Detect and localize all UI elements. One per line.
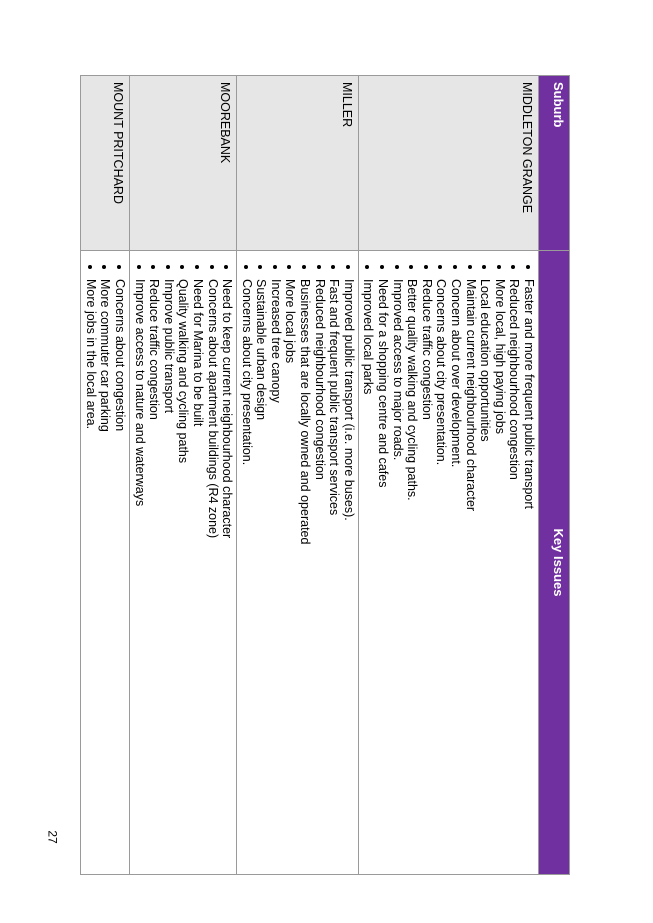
issues-cell-mount-pritchard [81, 251, 130, 875]
key-issues-column-header: Key Issues [539, 251, 570, 875]
table-header-row [539, 76, 570, 875]
list-item: • Need to keep current neighbourhood character [220, 279, 235, 868]
suburb-cell-miller: MILLER [237, 76, 359, 251]
list-item: • Faster and more frequent public transport [521, 279, 536, 868]
table-row [81, 76, 130, 875]
list-item: • Better quality walking and cycling paths. [405, 279, 420, 868]
list-item: • Concerns about congestion [112, 279, 127, 868]
list-item: • Improved access to major roads. [390, 279, 405, 868]
page-number: 27 [45, 830, 60, 844]
list-item: • Need for a shopping centre and cafes [375, 279, 390, 868]
list-item: • Improved public transport (i.e. more buses). [341, 279, 356, 868]
suburb-cell-moorebank: MOOREBANK [129, 76, 236, 251]
list-item: • Improved local parks [361, 279, 376, 868]
list-item: • Quality walking and cycling paths [176, 279, 191, 868]
issues-cell-moorebank [129, 251, 236, 875]
list-item: • Fast and frequent public transport services [327, 279, 342, 868]
issues-list [239, 257, 356, 868]
issues-cell-middleton-grange [358, 251, 538, 875]
table-row [129, 76, 236, 875]
list-item: • Increased tree canopy [268, 279, 283, 868]
list-item: • Improve access to nature and waterways [132, 279, 147, 868]
rotated-page-content [85, 75, 570, 875]
issues-cell-miller [237, 251, 359, 875]
list-item: • Reduced neighbourhood congestion [312, 279, 327, 868]
suburb-cell-middleton-grange: MIDDLETON GRANGE [358, 76, 538, 251]
list-item: • Local education opportunities [478, 279, 493, 868]
list-item: • Reduce traffic congestion [419, 279, 434, 868]
issues-list [361, 257, 536, 868]
list-item: • Maintain current neighbourhood character [463, 279, 478, 868]
suburb-issues-table [80, 75, 570, 875]
table-row [237, 76, 359, 875]
list-item: • Sustainable urban design [254, 279, 269, 868]
list-item: • Businesses that are locally owned and operated [298, 279, 313, 868]
list-item: • Concern about over development. [448, 279, 463, 868]
issues-list [132, 257, 234, 868]
list-item: • Reduce traffic congestion [147, 279, 162, 868]
issues-list [83, 257, 127, 868]
list-item: • Need for Marina to be built [190, 279, 205, 868]
list-item: • Concerns about apartment buildings (R4 zone) [205, 279, 220, 868]
suburb-column-header: Suburb [539, 76, 570, 251]
list-item: • Reduced neighbourhood congestion [507, 279, 522, 868]
list-item: • Concerns about city presentation. [434, 279, 449, 868]
list-item: • More local, high paying jobs [492, 279, 507, 868]
list-item: • More jobs in the local area. [83, 279, 98, 868]
suburb-cell-mount-pritchard: MOUNT PRITCHARD [81, 76, 130, 251]
list-item: • More commuter car parking [98, 279, 113, 868]
list-item: • More local jobs [283, 279, 298, 868]
table-row [358, 76, 538, 875]
list-item: • Concerns about city presentation. [239, 279, 254, 868]
list-item: • Improve public transport [161, 279, 176, 868]
